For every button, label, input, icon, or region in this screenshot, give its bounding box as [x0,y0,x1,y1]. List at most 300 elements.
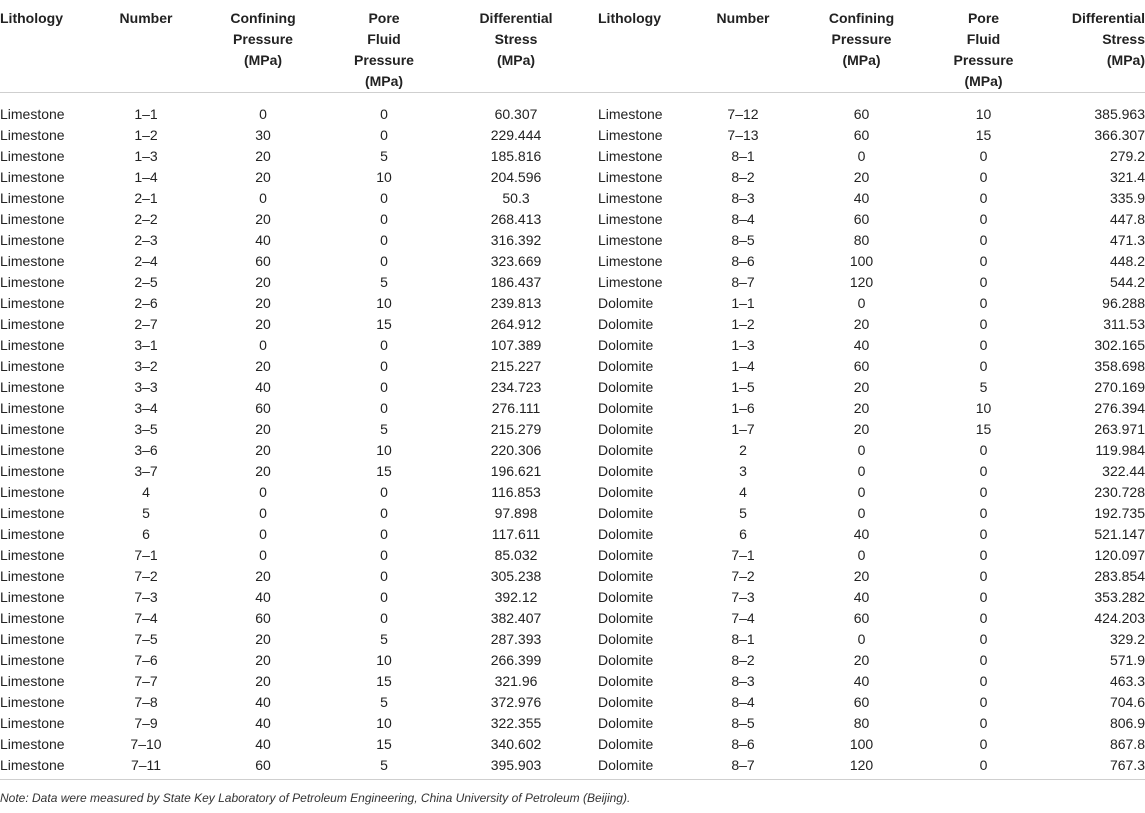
cell-lithology: Limestone [0,295,65,311]
cell-pore-fluid-pressure: 0 [380,232,388,248]
cell-lithology: Limestone [0,673,65,689]
cell-differential-stress-2: 767.3 [1034,755,1145,780]
cell-pore-fluid-pressure: 10 [376,169,392,185]
cell-confining-pressure-2: 0 [857,505,866,521]
cell-differential-stress-2: 283.854 [1094,568,1145,584]
cell-lithology: Limestone [0,547,65,563]
cell-differential-stress-2: 353.282 [1094,589,1145,605]
cell-differential-stress-2: 806.9 [1109,715,1145,731]
cell-pore-fluid-pressure-2: 0 [979,673,988,689]
cell-confining-pressure-2: 0 [857,463,866,479]
cell-number: 4 [142,484,150,500]
cell-confining-pressure: 60 [192,755,334,780]
cell-lithology-2: Limestone [598,211,663,227]
cell-confining-pressure: 40 [255,379,271,395]
cell-differential-stress-2: 329.2 [1109,631,1145,647]
cell-lithology: Limestone [0,127,65,143]
cell-differential-stress-2: 471.3 [1109,232,1145,248]
table-row [0,524,1145,545]
cell-pore-fluid-pressure-2: 0 [979,169,988,185]
cell-lithology: Limestone [0,379,65,395]
cell-lithology: Limestone [0,631,65,647]
cell-number: 2–1 [134,190,158,206]
table-row [0,356,1145,377]
cell-lithology: Limestone [0,274,65,290]
table-note: Note: Data were measured by State Key Laboratory of Petroleum Engineering, China University of Petroleum (Beijing). [0,791,631,805]
cell-number-2: 8–5 [731,232,755,248]
cell-pore-fluid-pressure-2: 0 [979,463,988,479]
cell-pore-fluid-pressure: 0 [380,253,388,269]
cell-pore-fluid-pressure-2: 0 [979,736,988,752]
cell-differential-stress-2: 230.728 [1094,484,1145,500]
cell-confining-pressure: 20 [255,652,271,668]
table-row [0,650,1145,671]
cell-pore-fluid-pressure: 15 [376,736,392,752]
cell-number: 7–3 [134,589,158,605]
cell-number-2: 2 [739,442,747,458]
table-row [0,272,1145,293]
table-row [0,125,1145,146]
cell-lithology-2: Dolomite [598,610,654,626]
cell-lithology: Limestone [0,652,65,668]
cell-number: 7–1 [134,547,158,563]
cell-pore-fluid-pressure: 5 [334,755,434,780]
cell-pore-fluid-pressure-2: 10 [975,400,992,416]
cell-pore-fluid-pressure-2: 0 [979,505,988,521]
cell-number-2: 1–2 [731,316,755,332]
cell-confining-pressure: 0 [259,190,267,206]
cell-differential-stress-2: 704.6 [1109,694,1145,710]
cell-confining-pressure-2: 20 [853,379,870,395]
cell-differential-stress-2: 96.288 [1102,295,1145,311]
table-row [0,188,1145,209]
cell-number: 2–5 [134,274,158,290]
cell-confining-pressure: 60 [255,253,271,269]
cell-number: 2–4 [134,253,158,269]
cell-lithology: Limestone [0,190,65,206]
cell-pore-fluid-pressure-2: 0 [979,589,988,605]
cell-pore-fluid-pressure: 0 [380,400,388,416]
cell-number-2: 7–3 [731,589,755,605]
cell-differential-stress: 97.898 [494,505,538,521]
header-pore-fluid-pressure: Pore Fluid Pressure (MPa) [334,0,434,93]
cell-confining-pressure: 20 [255,148,271,164]
header-row [0,0,1145,93]
cell-confining-pressure: 40 [255,736,271,752]
cell-pore-fluid-pressure-2: 0 [979,652,988,668]
cell-differential-stress: 196.621 [490,463,542,479]
table-row [0,377,1145,398]
cell-lithology-2: Dolomite [598,547,654,563]
cell-differential-stress: 186.437 [490,274,542,290]
cell-differential-stress: 107.389 [490,337,542,353]
cell-confining-pressure-2: 100 [849,736,874,752]
cell-differential-stress-2: 366.307 [1094,127,1145,143]
cell-lithology: Limestone [0,400,65,416]
cell-lithology: Limestone [0,505,65,521]
table-row [0,251,1145,272]
cell-pore-fluid-pressure-2: 10 [975,106,992,122]
cell-number-2: 1–1 [731,295,755,311]
cell-confining-pressure-2: 20 [853,568,870,584]
header-number-2: Number [696,0,790,93]
cell-confining-pressure-2: 60 [853,694,870,710]
cell-lithology: Limestone [0,169,65,185]
cell-differential-stress: 264.912 [490,316,542,332]
cell-confining-pressure: 20 [255,568,271,584]
cell-number: 5 [142,505,150,521]
cell-number-2: 7–13 [727,127,759,143]
cell-pore-fluid-pressure: 5 [380,631,388,647]
cell-confining-pressure-2: 0 [857,295,866,311]
table-row [0,608,1145,629]
header-confining-pressure-2: Confining Pressure (MPa) [790,0,933,93]
cell-lithology-2: Dolomite [598,421,654,437]
cell-number-2: 8–5 [731,715,755,731]
cell-number-2: 7–1 [731,547,755,563]
cell-number: 7–6 [134,652,158,668]
cell-differential-stress: 229.444 [490,127,542,143]
cell-differential-stress-2: 119.984 [1095,442,1145,458]
cell-lithology-2: Limestone [598,232,663,248]
cell-number: 7–9 [134,715,158,731]
cell-confining-pressure: 40 [255,232,271,248]
cell-number-2: 7–12 [727,106,759,122]
cell-confining-pressure: 20 [255,169,271,185]
cell-number: 7–10 [130,736,162,752]
cell-pore-fluid-pressure-2: 0 [979,547,988,563]
table-row [0,398,1145,419]
cell-confining-pressure: 0 [259,106,267,122]
cell-number: 3–1 [134,337,158,353]
cell-differential-stress-2: 424.203 [1094,610,1145,626]
cell-confining-pressure-2: 40 [853,526,870,542]
header-lithology: Lithology [0,0,100,93]
cell-pore-fluid-pressure-2: 0 [933,755,1034,780]
cell-lithology-2: Dolomite [598,295,654,311]
cell-lithology: Limestone [0,484,65,500]
cell-number: 7–5 [134,631,158,647]
cell-number-2: 8–2 [731,169,755,185]
cell-pore-fluid-pressure-2: 0 [979,610,988,626]
cell-confining-pressure: 0 [259,484,267,500]
cell-differential-stress-2: 335.9 [1109,190,1145,206]
cell-lithology: Limestone [0,232,65,248]
cell-differential-stress: 276.111 [491,400,541,416]
cell-pore-fluid-pressure: 10 [376,652,392,668]
table-row [0,209,1145,230]
cell-lithology-2: Limestone [598,253,663,269]
cell-confining-pressure-2: 0 [857,631,866,647]
table-row [0,461,1145,482]
cell-number-2: 1–4 [731,358,755,374]
table-row [0,566,1145,587]
cell-differential-stress-2: 322.44 [1102,463,1145,479]
table-row [0,545,1145,566]
cell-lithology-2: Dolomite [598,715,654,731]
cell-pore-fluid-pressure-2: 0 [979,715,988,731]
cell-pore-fluid-pressure: 0 [380,589,388,605]
cell-lithology-2: Dolomite [598,337,654,353]
cell-pore-fluid-pressure: 10 [376,295,392,311]
table-row [0,293,1145,314]
cell-differential-stress: 215.279 [490,421,542,437]
cell-lithology-2: Dolomite [598,631,654,647]
cell-differential-stress: 234.723 [490,379,542,395]
cell-number-2: 8–2 [731,652,755,668]
cell-confining-pressure-2: 120 [790,755,933,780]
cell-number-2: 1–3 [731,337,755,353]
cell-lithology: Limestone [0,610,65,626]
cell-confining-pressure-2: 20 [853,316,870,332]
cell-lithology-2: Dolomite [598,358,654,374]
cell-number: 3–2 [134,358,158,374]
cell-lithology-2: Dolomite [598,505,654,521]
table-row [0,104,1145,125]
cell-pore-fluid-pressure-2: 5 [979,379,988,395]
cell-confining-pressure: 40 [255,694,271,710]
cell-confining-pressure-2: 120 [849,274,874,290]
cell-confining-pressure: 0 [259,526,267,542]
cell-differential-stress-2: 270.169 [1094,379,1145,395]
cell-differential-stress-2: 192.735 [1094,505,1145,521]
cell-pore-fluid-pressure: 0 [380,610,388,626]
cell-number: 2–7 [134,316,158,332]
cell-number: 3–4 [134,400,158,416]
cell-differential-stress: 392.12 [494,589,538,605]
cell-number: 7–2 [134,568,158,584]
cell-pore-fluid-pressure-2: 0 [979,358,988,374]
cell-pore-fluid-pressure: 0 [380,190,388,206]
cell-confining-pressure: 30 [255,127,271,143]
cell-lithology: Limestone [0,589,65,605]
cell-number-2: 7–4 [731,610,755,626]
cell-differential-stress: 117.611 [491,526,541,542]
cell-lithology-2: Limestone [598,127,663,143]
cell-number-2: 1–7 [731,421,755,437]
cell-confining-pressure-2: 60 [853,106,870,122]
cell-confining-pressure-2: 20 [853,400,870,416]
cell-number-2: 1–6 [731,400,755,416]
cell-confining-pressure-2: 80 [853,232,870,248]
cell-differential-stress-2: 448.2 [1109,253,1145,269]
cell-confining-pressure-2: 60 [853,358,870,374]
cell-number: 6 [142,526,150,542]
table-row [0,419,1145,440]
header-differential-stress-2: Differential Stress (MPa) [1034,0,1145,93]
cell-differential-stress: 60.307 [494,106,538,122]
table-row [0,713,1145,734]
cell-differential-stress-2: 521.147 [1094,526,1145,542]
cell-pore-fluid-pressure-2: 0 [979,694,988,710]
cell-differential-stress-2: 867.8 [1109,736,1145,752]
table-row [0,167,1145,188]
cell-lithology-2: Dolomite [598,736,654,752]
cell-confining-pressure-2: 80 [853,715,870,731]
cell-confining-pressure: 40 [255,715,271,731]
cell-differential-stress: 323.669 [490,253,542,269]
table-row [0,482,1145,503]
cell-differential-stress-2: 544.2 [1109,274,1145,290]
cell-pore-fluid-pressure: 0 [380,547,388,563]
cell-lithology-2: Dolomite [598,755,696,780]
cell-differential-stress-2: 463.3 [1109,673,1145,689]
cell-differential-stress: 316.392 [490,232,542,248]
cell-pore-fluid-pressure-2: 15 [975,421,992,437]
cell-confining-pressure-2: 40 [853,673,870,689]
cell-confining-pressure: 20 [255,442,271,458]
table-row [0,230,1145,251]
cell-pore-fluid-pressure-2: 0 [979,274,988,290]
cell-number-2: 1–5 [731,379,755,395]
cell-pore-fluid-pressure: 0 [380,337,388,353]
cell-confining-pressure-2: 0 [857,547,866,563]
cell-differential-stress-2: 276.394 [1094,400,1145,416]
cell-confining-pressure: 20 [255,211,271,227]
cell-lithology: Limestone [0,421,65,437]
cell-number-2: 5 [739,505,747,521]
cell-differential-stress-2: 302.165 [1094,337,1145,353]
cell-lithology-2: Dolomite [598,484,654,500]
cell-lithology: Limestone [0,755,100,780]
cell-pore-fluid-pressure: 0 [380,505,388,521]
cell-differential-stress: 220.306 [490,442,542,458]
header-number: Number [100,0,192,93]
cell-lithology: Limestone [0,715,65,731]
cell-pore-fluid-pressure-2: 0 [979,211,988,227]
cell-lithology: Limestone [0,148,65,164]
cell-number: 3–6 [134,442,158,458]
cell-confining-pressure: 20 [255,673,271,689]
cell-lithology-2: Limestone [598,274,663,290]
cell-pore-fluid-pressure: 5 [380,148,388,164]
table-row [0,146,1145,167]
cell-confining-pressure-2: 20 [853,652,870,668]
cell-confining-pressure-2: 40 [853,589,870,605]
cell-lithology-2: Dolomite [598,463,654,479]
cell-number-2: 8–4 [731,211,755,227]
cell-number: 7–4 [134,610,158,626]
header-confining-pressure: Confining Pressure (MPa) [192,0,334,93]
cell-pore-fluid-pressure-2: 0 [979,232,988,248]
table-row [0,734,1145,755]
cell-pore-fluid-pressure: 0 [380,106,388,122]
cell-pore-fluid-pressure-2: 0 [979,442,988,458]
cell-differential-stress-2: 385.963 [1094,106,1145,122]
cell-confining-pressure-2: 0 [857,442,866,458]
cell-confining-pressure: 40 [255,589,271,605]
cell-lithology-2: Dolomite [598,442,654,458]
cell-differential-stress: 239.813 [490,295,542,311]
cell-lithology-2: Dolomite [598,316,654,332]
cell-pore-fluid-pressure: 15 [376,316,392,332]
cell-differential-stress: 50.3 [502,190,530,206]
cell-number-2: 8–4 [731,694,755,710]
cell-confining-pressure-2: 0 [857,484,866,500]
cell-lithology-2: Limestone [598,148,663,164]
cell-confining-pressure: 0 [259,337,267,353]
cell-confining-pressure: 20 [255,295,271,311]
cell-differential-stress: 305.238 [490,568,542,584]
cell-number-2: 8–6 [731,736,755,752]
cell-number: 2–3 [134,232,158,248]
cell-number: 2–2 [134,211,158,227]
cell-number: 3–7 [134,463,158,479]
cell-lithology: Limestone [0,463,65,479]
table-row [0,440,1145,461]
cell-lithology-2: Limestone [598,169,663,185]
cell-number: 7–8 [134,694,158,710]
cell-lithology-2: Dolomite [598,589,654,605]
cell-differential-stress: 340.602 [490,736,542,752]
cell-confining-pressure: 20 [255,421,271,437]
cell-differential-stress-2: 447.8 [1109,211,1145,227]
cell-pore-fluid-pressure-2: 0 [979,295,988,311]
cell-number: 7–7 [134,673,158,689]
cell-number-2: 8–6 [731,253,755,269]
cell-pore-fluid-pressure-2: 0 [979,337,988,353]
cell-lithology-2: Limestone [598,106,663,122]
cell-confining-pressure: 0 [259,505,267,521]
cell-differential-stress: 287.393 [490,631,542,647]
cell-differential-stress: 268.413 [490,211,542,227]
cell-differential-stress: 215.227 [490,358,542,374]
cell-differential-stress: 321.96 [494,673,538,689]
cell-lithology: Limestone [0,526,65,542]
table-row [0,587,1145,608]
table-row [0,503,1145,524]
cell-pore-fluid-pressure: 0 [380,211,388,227]
cell-differential-stress-2: 571.9 [1109,652,1145,668]
cell-lithology: Limestone [0,358,65,374]
cell-confining-pressure: 0 [259,547,267,563]
cell-confining-pressure: 60 [255,400,271,416]
header-differential-stress: Differential Stress (MPa) [434,0,598,93]
cell-pore-fluid-pressure-2: 0 [979,568,988,584]
cell-confining-pressure-2: 100 [849,253,874,269]
cell-number-2: 8–7 [696,755,790,780]
cell-pore-fluid-pressure: 0 [380,127,388,143]
cell-lithology: Limestone [0,337,65,353]
cell-lithology-2: Dolomite [598,400,654,416]
cell-differential-stress: 322.355 [490,715,542,731]
cell-differential-stress-2: 279.2 [1109,148,1145,164]
cell-number: 1–3 [134,148,158,164]
cell-number-2: 6 [739,526,747,542]
cell-confining-pressure-2: 40 [853,337,870,353]
cell-differential-stress-2: 263.971 [1094,421,1145,437]
cell-pore-fluid-pressure: 0 [380,526,388,542]
cell-confining-pressure: 60 [255,610,271,626]
cell-lithology-2: Dolomite [598,652,654,668]
cell-lithology-2: Dolomite [598,379,654,395]
cell-lithology: Limestone [0,568,65,584]
table-row [0,671,1145,692]
header-pore-fluid-pressure-2: Pore Fluid Pressure (MPa) [933,0,1034,93]
cell-number: 7–11 [100,755,192,780]
cell-pore-fluid-pressure: 15 [376,673,392,689]
cell-lithology-2: Dolomite [598,673,654,689]
cell-number: 1–2 [134,127,158,143]
cell-number-2: 8–3 [731,673,755,689]
cell-confining-pressure-2: 20 [853,169,870,185]
cell-confining-pressure-2: 40 [853,190,870,206]
cell-lithology-2: Dolomite [598,568,654,584]
cell-differential-stress: 266.399 [490,652,542,668]
cell-confining-pressure: 20 [255,631,271,647]
cell-lithology: Limestone [0,442,65,458]
cell-pore-fluid-pressure-2: 0 [979,316,988,332]
